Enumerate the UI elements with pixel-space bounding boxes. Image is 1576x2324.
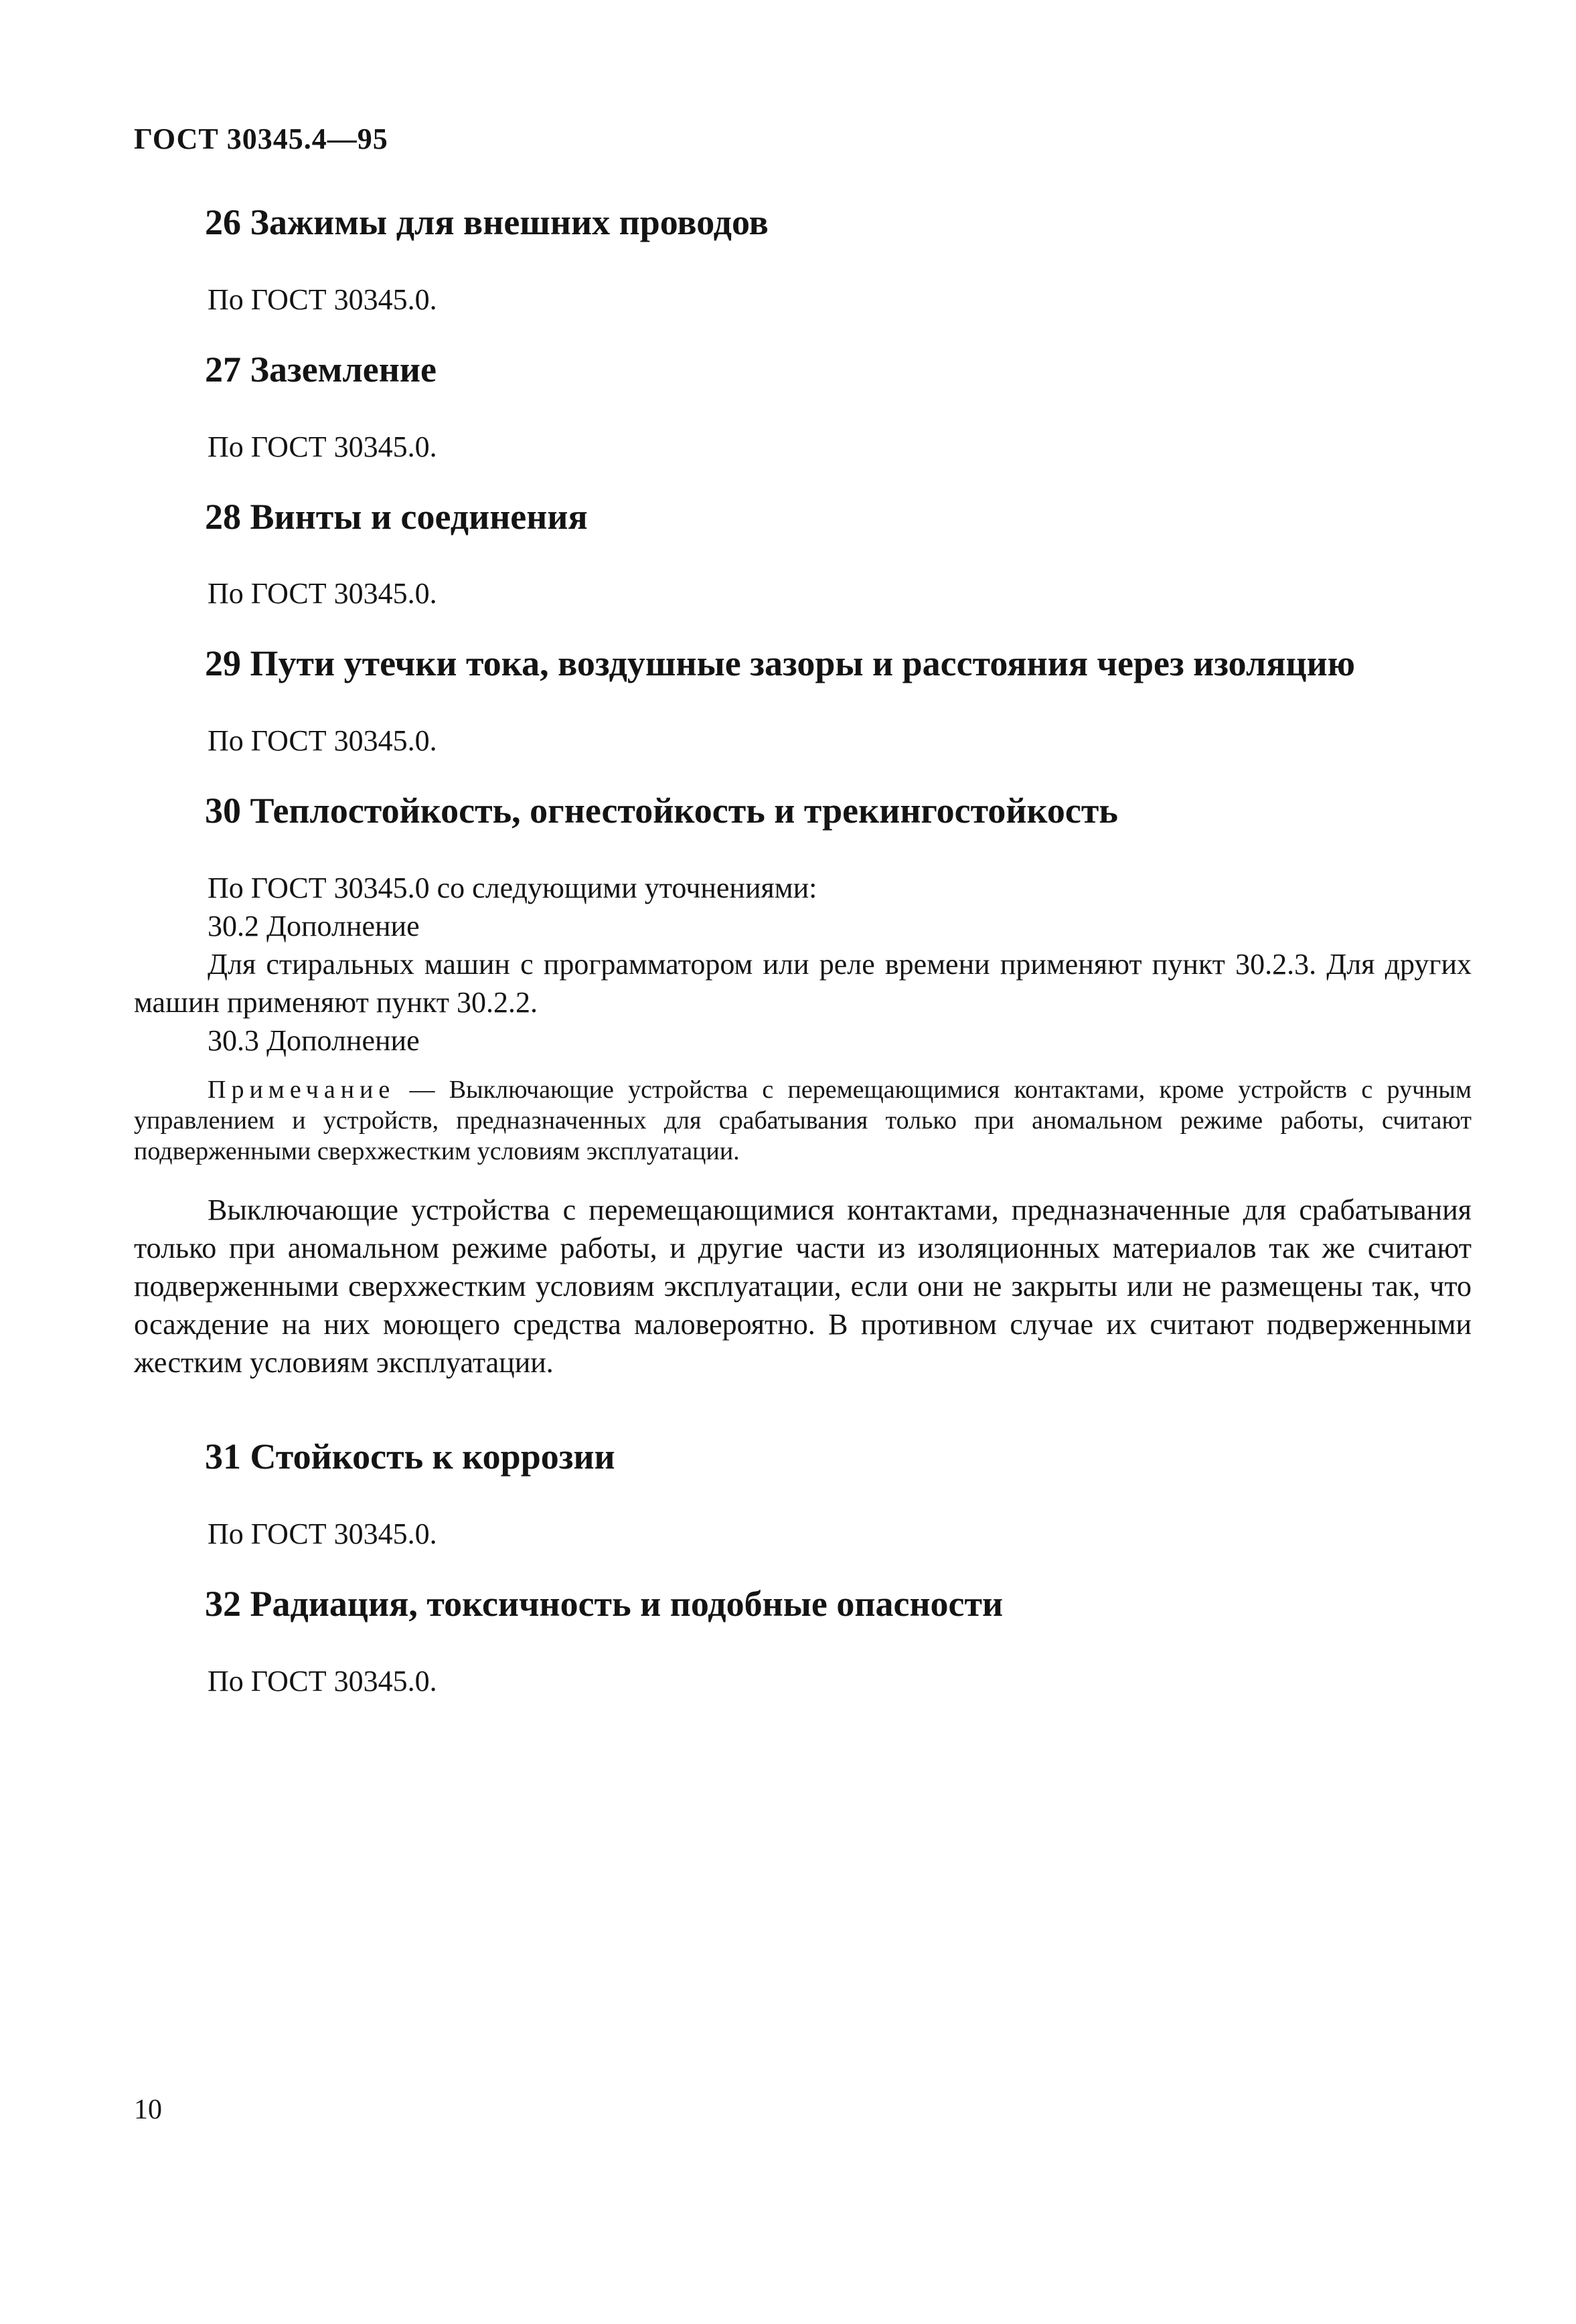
section-heading: 29 Пути утечки тока, воздушные зазоры и расстояния через изоляцию [205,643,1355,684]
section-30 [134,789,1472,1382]
section-text: По ГОСТ 30345.0. [208,1664,437,1697]
section-heading: 26 Зажимы для внешних проводов [205,202,769,242]
clause-30-2-text: Для стиральных машин с программатором или реле времени применяют пункт 30.2.3. Для других машин применяют пункт 30.2.2. [134,947,1472,1019]
section-heading: 32 Радиация, токсичность и подобные опасности [205,1583,1004,1624]
section-text: По ГОСТ 30345.0 со следующими уточнениями: [208,871,817,904]
section-text: По ГОСТ 30345.0. [208,430,437,463]
section-26 [134,201,1472,319]
section-text: По ГОСТ 30345.0. [208,577,437,610]
section-31 [134,1435,1472,1553]
note-text: — Выключающие устройства с перемещающимися контактами, кроме устройств с ручным управлением и устройств, предназначенных для срабатывания только при аномальном режиме работы, считают подверженными сверхжестким условиям эксплуатации. [134,1075,1472,1165]
section-28 [134,495,1472,613]
clause-30-3-text: Выключающие устройства с перемещающимися контактами, предназначенные для срабатывания только при аномальном режиме работы, и другие части из изоляционных материалов так же считают подверженными сверхжестким условиям эксплуатации, если они не закрыты или не размещены так, что осаждение на них моющего средства маловероятно. В противном случае их считают подверженными жестким условиям эксплуатации. [134,1193,1472,1379]
section-27 [134,348,1472,466]
section-heading: 27 Заземление [205,349,437,390]
section-heading: 31 Стойкость к коррозии [205,1436,615,1477]
section-text: По ГОСТ 30345.0. [208,724,437,758]
clause-30-2: 30.2 Дополнение [208,909,420,942]
page-number: 10 [134,2094,162,2125]
section-heading: 28 Винты и соединения [205,496,588,537]
section-29 [134,642,1472,760]
section-text: По ГОСТ 30345.0. [208,1517,437,1550]
clause-30-3: 30.3 Дополнение [208,1023,420,1057]
section-text: По ГОСТ 30345.0. [208,282,437,316]
section-32 [134,1582,1472,1700]
note-label: Примечание [208,1075,396,1104]
note [134,1074,1472,1167]
section-heading: 30 Теплостойкость, огнестойкость и трекингостойкость [205,791,1118,831]
document-body [134,201,1472,1730]
document-header: ГОСТ 30345.4—95 [134,122,388,155]
